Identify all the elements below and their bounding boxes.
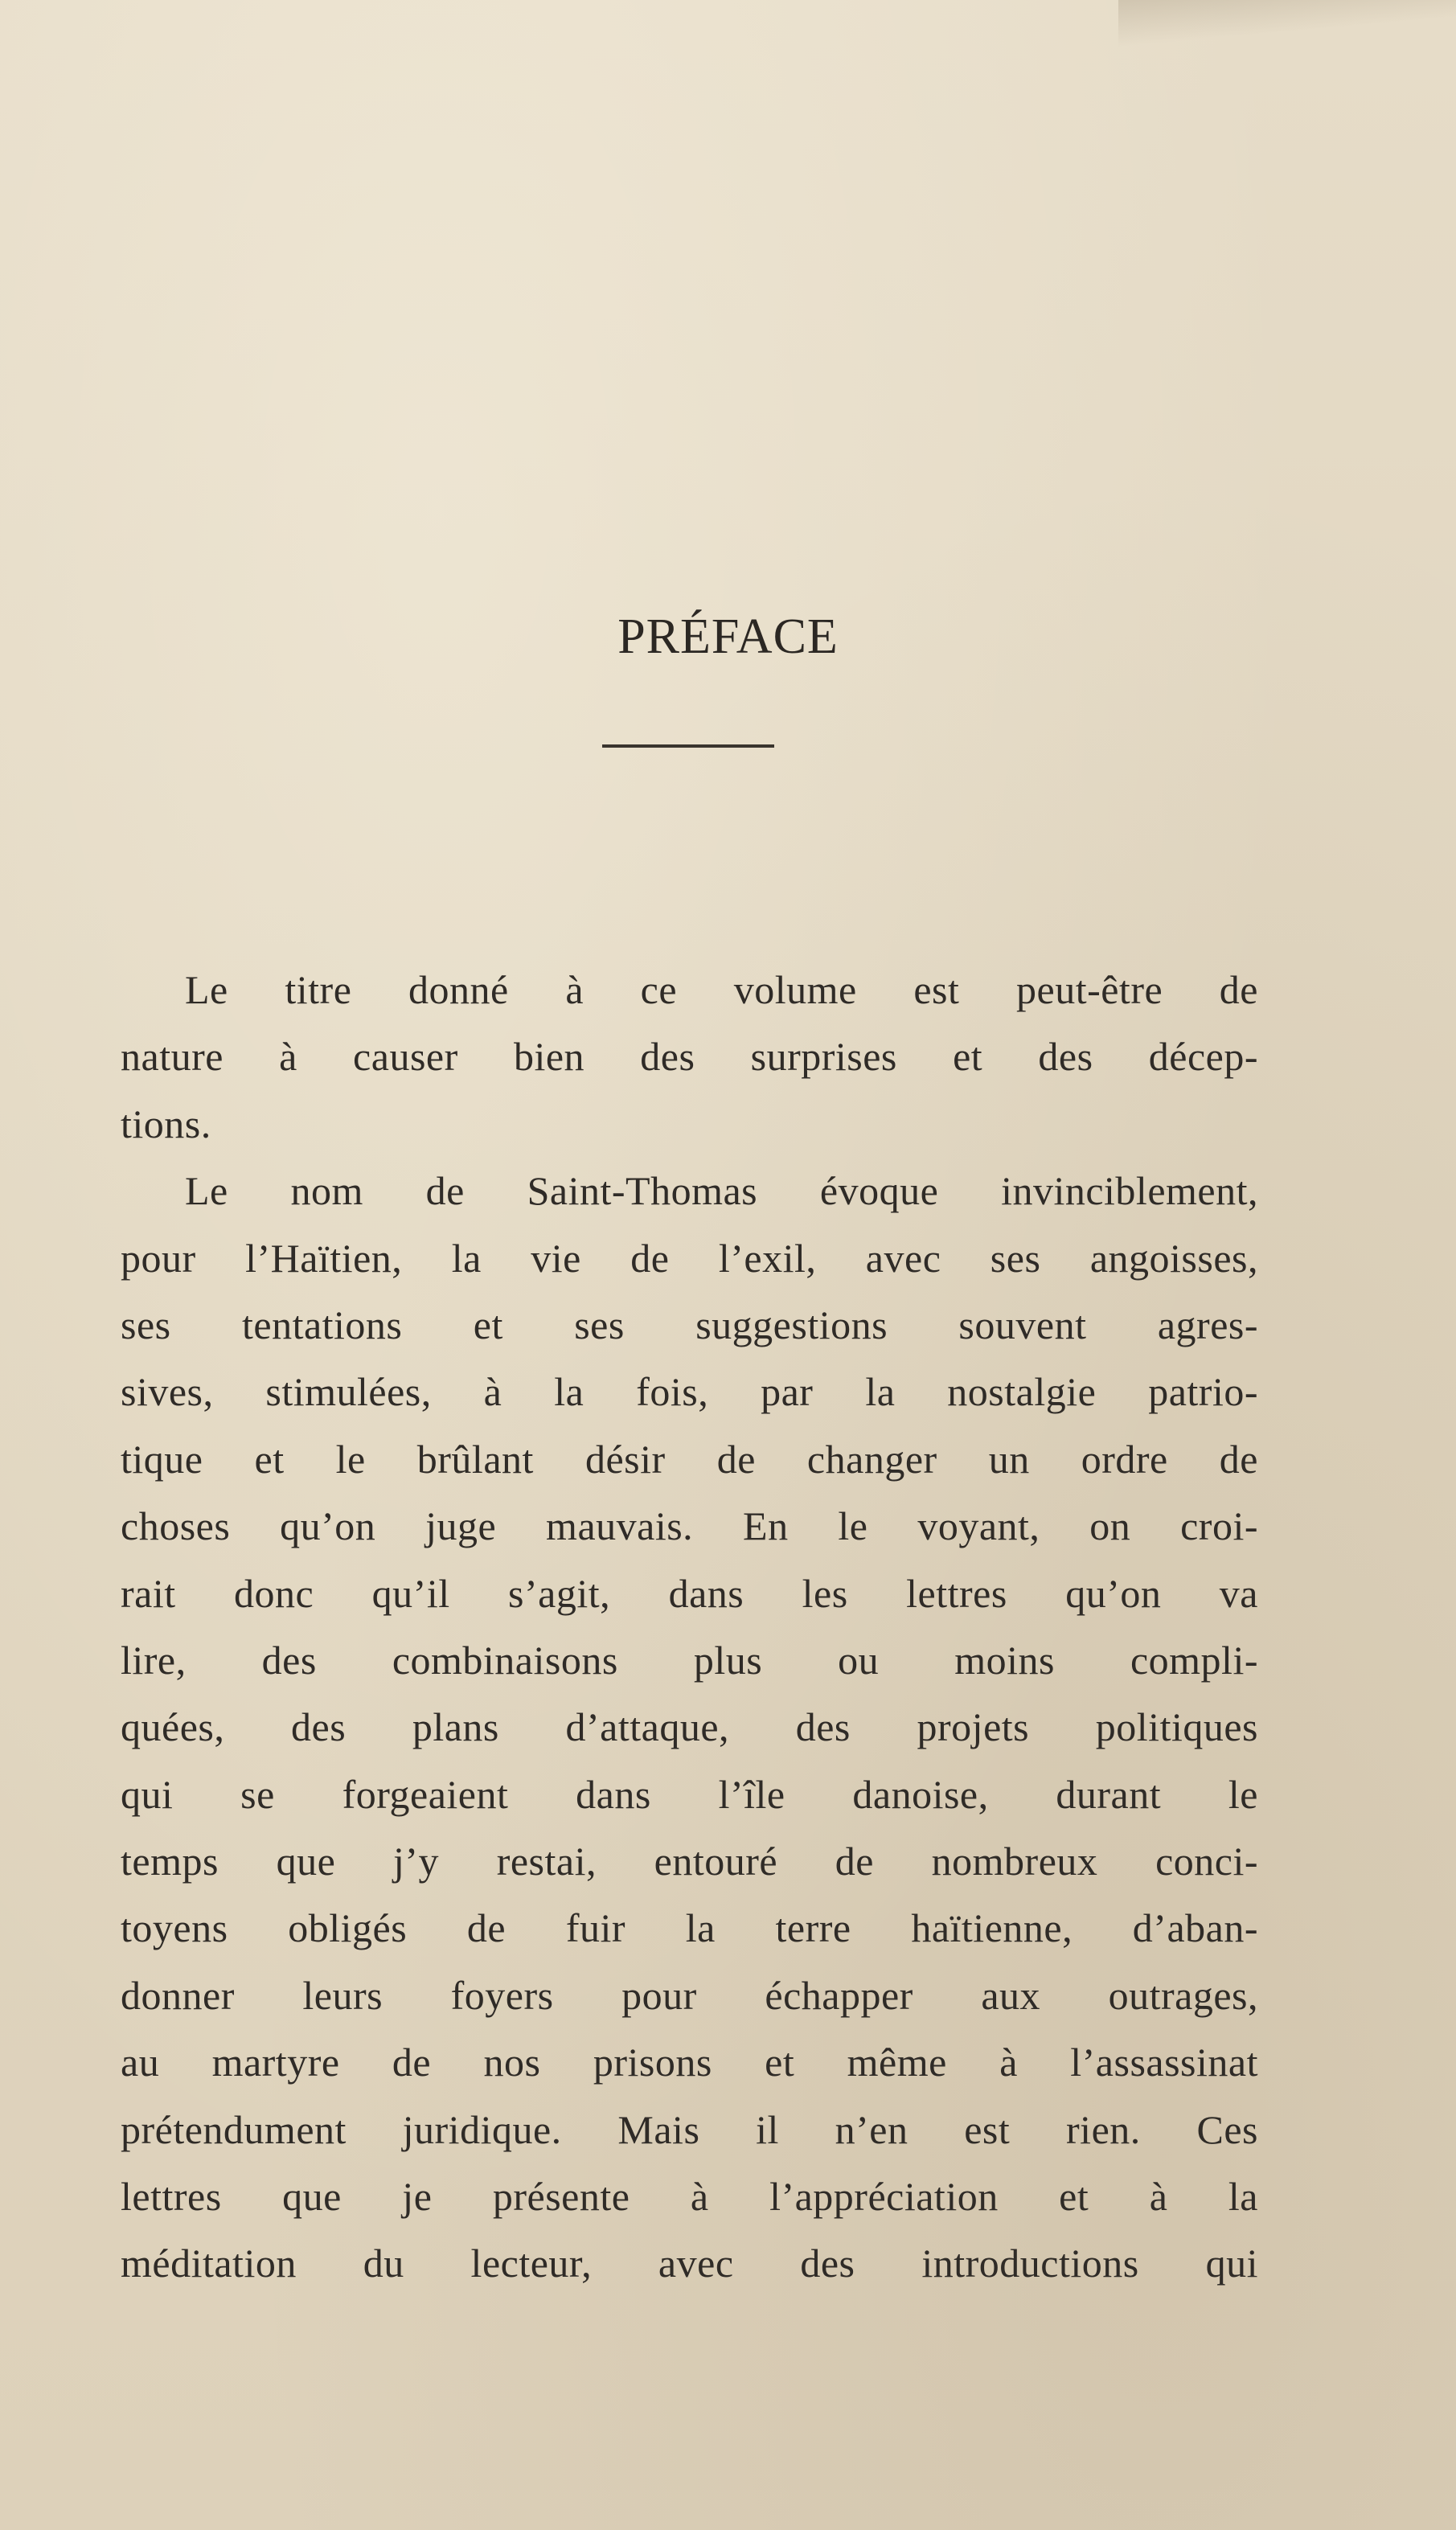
text-line: méditation du lecteur, avec des introductions qui (121, 2241, 1258, 2286)
text-line: Le nom de Saint-Thomas évoque invinciblement, (185, 1168, 1258, 1214)
text-line: prétendument juridique. Mais il n’en est rien. Ces (121, 2106, 1258, 2152)
page-title: PRÉFACE (617, 609, 839, 664)
text-line: lettres que je présente à l’appréciation et à la (121, 2174, 1258, 2220)
text-line: quées, des plans d’attaque, des projets politiques (121, 1704, 1258, 1750)
title-rule (602, 744, 774, 748)
text-line: nature à causer bien des surprises et des décep- (121, 1034, 1258, 1080)
text-line: tique et le brûlant désir de changer un ordre de (121, 1436, 1258, 1482)
text-line: Le titre donné à ce volume est peut-être de (185, 967, 1258, 1012)
text-line: choses qu’on juge mauvais. En le voyant, on croi- (121, 1503, 1258, 1549)
text-line: pour l’Haïtien, la vie de l’exil, avec ses angoisses, (121, 1235, 1258, 1281)
text-line: sives, stimulées, à la fois, par la nostalgie patrio- (121, 1369, 1258, 1415)
page-corner-shadow (1118, 0, 1456, 48)
text-line: lire, des combinaisons plus ou moins compli- (121, 1637, 1258, 1683)
text-line: temps que j’y restai, entouré de nombreux conci- (121, 1839, 1258, 1884)
text-line: au martyre de nos prisons et même à l’assassinat (121, 2040, 1258, 2085)
body-text (121, 957, 1258, 2298)
text-line: qui se forgeaient dans l’île danoise, durant le (121, 1771, 1258, 1817)
text-line: donner leurs foyers pour échapper aux outrages, (121, 1972, 1258, 2018)
text-line: rait donc qu’il s’agit, dans les lettres qu’on va (121, 1570, 1258, 1616)
text-line: tions. (121, 1101, 211, 1146)
text-line: toyens obligés de fuir la terre haïtienne, d’aban- (121, 1905, 1258, 1951)
text-line: ses tentations et ses suggestions souvent agres- (121, 1302, 1258, 1347)
